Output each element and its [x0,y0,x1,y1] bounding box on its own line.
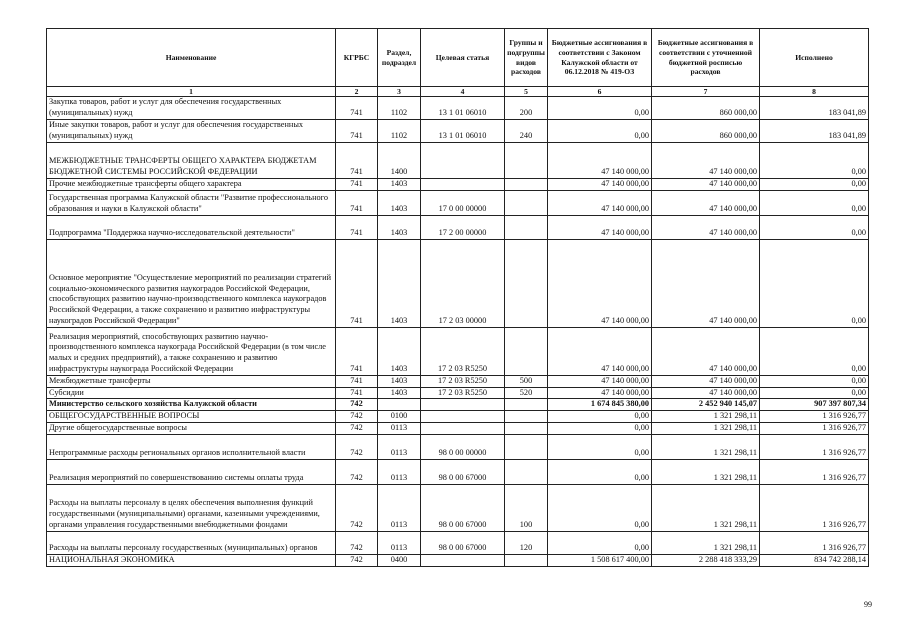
law-allocation-cell: 47 140 000,00 [548,375,652,387]
revised-allocation-cell: 860 000,00 [652,97,760,120]
section-cell: 1403 [378,387,421,399]
expense-group-cell [505,190,548,215]
law-allocation-cell: 47 140 000,00 [548,239,652,327]
section-cell: 1400 [378,143,421,179]
kgrbs-cell: 742 [336,434,378,459]
table-row [47,422,869,434]
row-name-cell: Расходы на выплаты персоналу в целях обеспечения выполнения функций государственными (муниципальными) органами, казенными учреждениями, органами управления государственными внебюджетными фондами [47,484,336,531]
kgrbs-cell: 741 [336,179,378,191]
target-article-cell: 17 0 00 00000 [421,190,505,215]
target-article-cell [421,143,505,179]
table-row [47,375,869,387]
kgrbs-cell: 742 [336,411,378,423]
law-allocation-cell: 1 508 617 400,00 [548,554,652,566]
law-allocation-cell: 47 140 000,00 [548,143,652,179]
row-name-cell: Государственная программа Калужской области "Развитие профессионального образования и науки в Калужской области" [47,190,336,215]
revised-allocation-cell: 47 140 000,00 [652,375,760,387]
kgrbs-cell: 742 [336,554,378,566]
law-allocation-cell: 47 140 000,00 [548,327,652,375]
revised-allocation-cell: 860 000,00 [652,120,760,143]
column-number-row [47,87,869,97]
kgrbs-cell: 741 [336,215,378,239]
executed-cell: 1 316 926,77 [760,484,869,531]
section-cell: 1102 [378,97,421,120]
executed-cell: 183 041,89 [760,120,869,143]
law-allocation-cell: 0,00 [548,97,652,120]
column-header-target-article: Целевая статья [421,29,505,87]
executed-cell: 1 316 926,77 [760,434,869,459]
revised-allocation-cell: 1 321 298,11 [652,411,760,423]
kgrbs-cell: 741 [336,327,378,375]
section-cell: 0113 [378,422,421,434]
table-row [47,434,869,459]
revised-allocation-cell: 47 140 000,00 [652,239,760,327]
revised-allocation-cell: 1 321 298,11 [652,531,760,554]
row-name-cell: Непрограммные расходы региональных органов исполнительной власти [47,434,336,459]
table-row [47,531,869,554]
table-row [47,459,869,484]
table-row [47,399,869,411]
column-number: 3 [378,87,421,97]
law-allocation-cell: 0,00 [548,434,652,459]
expense-group-cell: 500 [505,375,548,387]
kgrbs-cell: 741 [336,190,378,215]
column-header-kgrbs: КГРБС [336,29,378,87]
row-name-cell: ОБЩЕГОСУДАРСТВЕННЫЕ ВОПРОСЫ [47,411,336,423]
column-number: 7 [652,87,760,97]
law-allocation-cell: 0,00 [548,411,652,423]
expense-group-cell [505,327,548,375]
expense-group-cell [505,215,548,239]
revised-allocation-cell: 2 452 940 145,07 [652,399,760,411]
row-name-cell: Субсидии [47,387,336,399]
column-header-law-allocation: Бюджетные ассигнования в соответствии с Законом Калужской области от 06.12.2018 № 419-ОЗ [548,29,652,87]
revised-allocation-cell: 47 140 000,00 [652,215,760,239]
target-article-cell [421,411,505,423]
column-number: 4 [421,87,505,97]
section-cell: 1403 [378,327,421,375]
revised-allocation-cell: 47 140 000,00 [652,190,760,215]
revised-allocation-cell: 47 140 000,00 [652,387,760,399]
target-article-cell: 98 0 00 67000 [421,459,505,484]
executed-cell: 1 316 926,77 [760,531,869,554]
kgrbs-cell: 741 [336,143,378,179]
section-cell: 0400 [378,554,421,566]
revised-allocation-cell: 1 321 298,11 [652,484,760,531]
kgrbs-cell: 742 [336,484,378,531]
column-number: 6 [548,87,652,97]
table-row [47,411,869,423]
kgrbs-cell: 741 [336,97,378,120]
section-cell: 1403 [378,375,421,387]
revised-allocation-cell: 1 321 298,11 [652,434,760,459]
section-cell: 0113 [378,531,421,554]
target-article-cell: 17 2 03 R5250 [421,375,505,387]
executed-cell: 1 316 926,77 [760,459,869,484]
row-name-cell: Прочие межбюджетные трансферты общего характера [47,179,336,191]
target-article-cell: 17 2 00 00000 [421,215,505,239]
row-name-cell: Другие общегосударственные вопросы [47,422,336,434]
executed-cell: 183 041,89 [760,97,869,120]
table-row [47,554,869,566]
row-name-cell: Подпрограмма "Поддержка научно-исследовательской деятельности" [47,215,336,239]
revised-allocation-cell: 47 140 000,00 [652,179,760,191]
revised-allocation-cell: 47 140 000,00 [652,327,760,375]
column-number: 1 [47,87,336,97]
executed-cell: 0,00 [760,179,869,191]
kgrbs-cell: 742 [336,422,378,434]
target-article-cell [421,554,505,566]
table-row [47,143,869,179]
row-name-cell: Межбюджетные трансферты [47,375,336,387]
section-cell: 1102 [378,120,421,143]
section-cell: 0113 [378,459,421,484]
row-name-cell: Министерство сельского хозяйства Калужской области [47,399,336,411]
kgrbs-cell: 741 [336,375,378,387]
kgrbs-cell: 742 [336,531,378,554]
section-cell: 0113 [378,484,421,531]
executed-cell: 0,00 [760,375,869,387]
executed-cell: 0,00 [760,387,869,399]
executed-cell: 0,00 [760,239,869,327]
revised-allocation-cell: 1 321 298,11 [652,459,760,484]
column-header-name: Наименование [47,29,336,87]
section-cell: 0100 [378,411,421,423]
row-name-cell: Закупка товаров, работ и услуг для обеспечения государственных (муниципальных) нужд [47,97,336,120]
row-name-cell: Реализация мероприятий по совершенствованию системы оплаты труда [47,459,336,484]
column-header-section: Раздел, подраздел [378,29,421,87]
expense-group-cell [505,411,548,423]
target-article-cell: 17 2 03 00000 [421,239,505,327]
budget-execution-table [46,28,869,567]
table-row [47,120,869,143]
executed-cell: 0,00 [760,143,869,179]
table-row [47,239,869,327]
target-article-cell [421,179,505,191]
table-row [47,190,869,215]
executed-cell: 1 316 926,77 [760,422,869,434]
law-allocation-cell: 47 140 000,00 [548,179,652,191]
kgrbs-cell: 742 [336,459,378,484]
table-row [47,387,869,399]
header-row [47,29,869,87]
expense-group-cell [505,459,548,484]
expense-group-cell [505,399,548,411]
target-article-cell: 98 0 00 00000 [421,434,505,459]
law-allocation-cell: 0,00 [548,422,652,434]
column-number: 5 [505,87,548,97]
law-allocation-cell: 1 674 845 380,00 [548,399,652,411]
row-name-cell: НАЦИОНАЛЬНАЯ ЭКОНОМИКА [47,554,336,566]
target-article-cell: 13 1 01 06010 [421,97,505,120]
column-number: 2 [336,87,378,97]
section-cell: 1403 [378,215,421,239]
law-allocation-cell: 0,00 [548,120,652,143]
table-row [47,327,869,375]
table-row [47,484,869,531]
row-name-cell: Расходы на выплаты персоналу государственных (муниципальных) органов [47,531,336,554]
column-header-executed: Исполнено [760,29,869,87]
expense-group-cell [505,239,548,327]
target-article-cell: 98 0 00 67000 [421,484,505,531]
expense-group-cell [505,434,548,459]
section-cell: 1403 [378,239,421,327]
law-allocation-cell: 47 140 000,00 [548,190,652,215]
law-allocation-cell: 47 140 000,00 [548,215,652,239]
revised-allocation-cell: 2 288 418 333,29 [652,554,760,566]
section-cell [378,399,421,411]
executed-cell: 0,00 [760,190,869,215]
expense-group-cell: 520 [505,387,548,399]
kgrbs-cell: 741 [336,239,378,327]
expense-group-cell: 120 [505,531,548,554]
target-article-cell [421,399,505,411]
expense-group-cell [505,179,548,191]
table-row [47,179,869,191]
executed-cell: 0,00 [760,327,869,375]
row-name-cell: Иные закупки товаров, работ и услуг для обеспечения государственных (муниципальных) нужд [47,120,336,143]
executed-cell: 0,00 [760,215,869,239]
revised-allocation-cell: 1 321 298,11 [652,422,760,434]
kgrbs-cell: 741 [336,120,378,143]
executed-cell: 834 742 288,14 [760,554,869,566]
kgrbs-cell: 741 [336,387,378,399]
row-name-cell: Основное мероприятие "Осуществление мероприятий по реализации стратегий социально-экономического развития наукоградов Российской Федерации, способствующих развитию научно-производственного комплекса наукоградов Российской Федерации, а также сохранению и развитию инфраструктуры наукоградов Российской Федерации" [47,239,336,327]
expense-group-cell: 200 [505,97,548,120]
table-row [47,97,869,120]
target-article-cell: 17 2 03 R5250 [421,327,505,375]
table-row [47,215,869,239]
target-article-cell: 98 0 00 67000 [421,531,505,554]
section-cell: 0113 [378,434,421,459]
target-article-cell: 13 1 01 06010 [421,120,505,143]
table-body [47,97,869,567]
law-allocation-cell: 47 140 000,00 [548,387,652,399]
expense-group-cell [505,143,548,179]
row-name-cell: Реализация мероприятий, способствующих развитию научно-производственного комплекса наукограда Российской Федерации (в том числе малых и средних предприятий), а также сохранению и развитию инфраструктуры наукограда Российской Федерации [47,327,336,375]
target-article-cell [421,422,505,434]
column-number: 8 [760,87,869,97]
law-allocation-cell: 0,00 [548,459,652,484]
expense-group-cell: 240 [505,120,548,143]
expense-group-cell: 100 [505,484,548,531]
target-article-cell: 17 2 03 R5250 [421,387,505,399]
section-cell: 1403 [378,179,421,191]
executed-cell: 1 316 926,77 [760,411,869,423]
expense-group-cell [505,554,548,566]
law-allocation-cell: 0,00 [548,484,652,531]
page-number: 99 [864,600,872,609]
kgrbs-cell: 742 [336,399,378,411]
row-name-cell: МЕЖБЮДЖЕТНЫЕ ТРАНСФЕРТЫ ОБЩЕГО ХАРАКТЕРА БЮДЖЕТАМ БЮДЖЕТНОЙ СИСТЕМЫ РОССИЙСКОЙ ФЕДЕРАЦИИ [47,143,336,179]
column-header-revised-allocation: Бюджетные ассигнования в соответствии с уточненной бюджетной росписью расходов [652,29,760,87]
revised-allocation-cell: 47 140 000,00 [652,143,760,179]
column-header-expense-group: Группы и подгруппы видов расходов [505,29,548,87]
executed-cell: 907 397 807,34 [760,399,869,411]
expense-group-cell [505,422,548,434]
section-cell: 1403 [378,190,421,215]
law-allocation-cell: 0,00 [548,531,652,554]
